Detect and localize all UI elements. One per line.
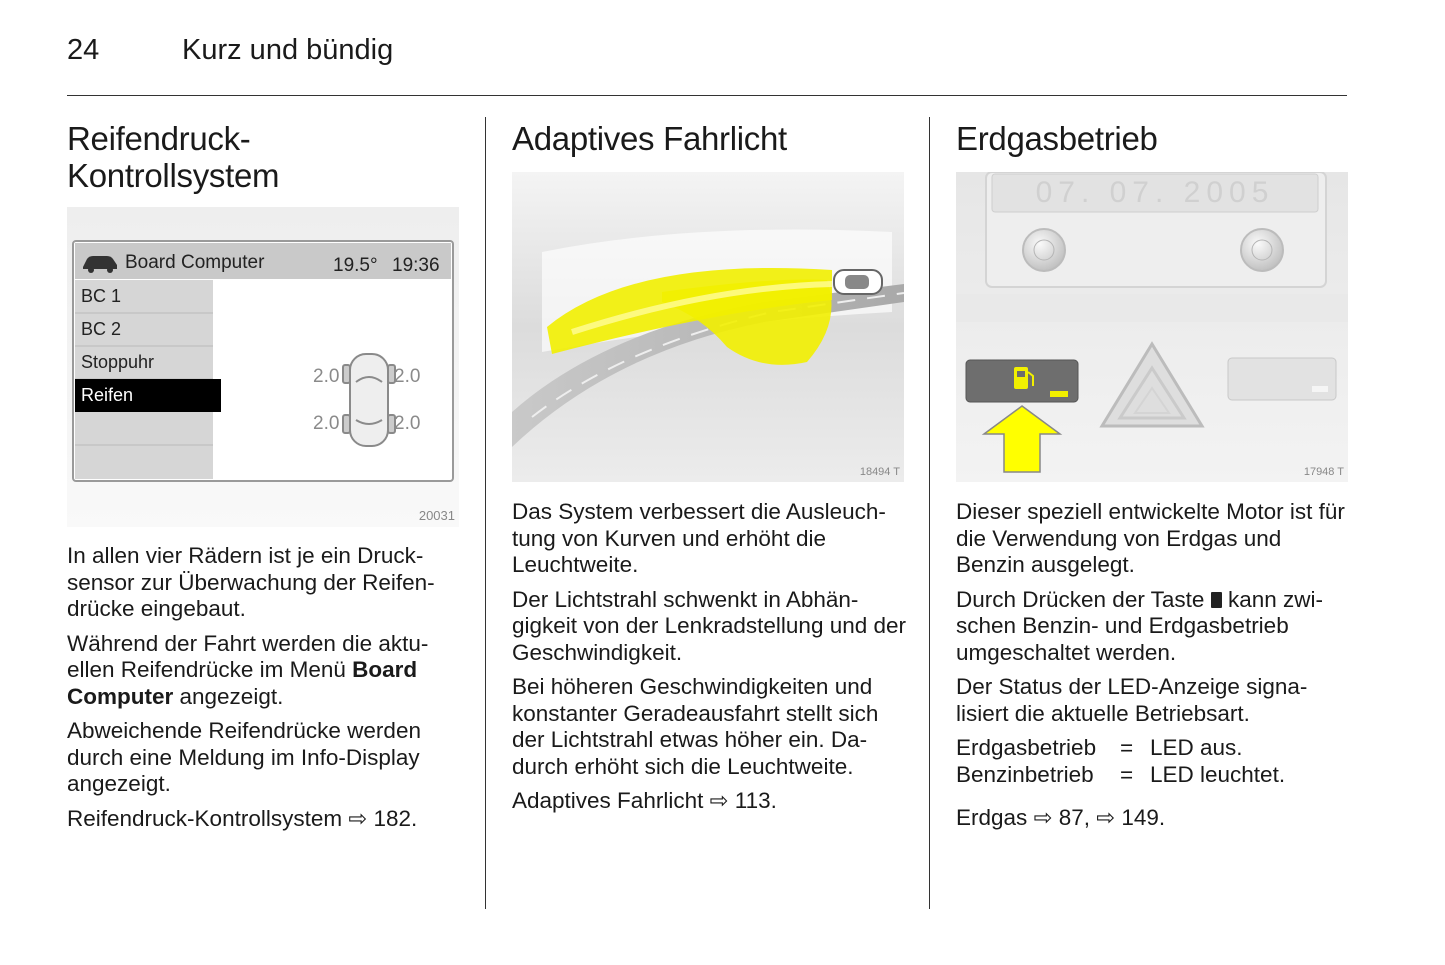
paragraph: Der Status der LED-Anzeige signa-lisiert die aktuelle Betriebsart. (956, 674, 1308, 726)
section-tire-pressure (67, 120, 467, 194)
column-divider (929, 117, 930, 909)
car-topview-icon (343, 354, 395, 446)
pressure-rear-left: 2.0 (313, 413, 340, 434)
radio-knob (1023, 229, 1065, 271)
cross-reference[interactable]: Adaptives Fahrlicht ⇨ 113. (512, 788, 777, 813)
paragraph: In allen vier Rädern ist je ein Druck-sensor zur Überwachung der Reifen-drücke eingebaut. (67, 543, 435, 621)
paragraph: Bei höheren Geschwindigkeiten und konstanter Geradeausfahrt stellt sich der Lichtstrahl etwas höher ein. Da-durch erhöht sich die Leuchtweite. (512, 674, 879, 779)
chapter-title: Kurz und bündig (182, 34, 394, 66)
tire-pressure-figure (67, 207, 459, 527)
car-icon (834, 270, 882, 294)
menu-item-tires: Reifen (81, 385, 134, 405)
tire-pressure-text (67, 543, 467, 840)
pressure-front-left: 2.0 (313, 366, 340, 387)
paragraph: Dieser speziell entwickelte Motor ist für die Verwendung von Erdgas und Benzin ausgelegt. (956, 499, 1345, 577)
reference-arrow-icon: ⇨ (709, 788, 729, 813)
section-natural-gas (956, 120, 1356, 157)
right-switch-button (1228, 358, 1336, 400)
cross-reference[interactable]: Reifendruck-Kontrollsystem ⇨ 182. (67, 805, 418, 831)
natural-gas-text (956, 499, 1356, 840)
image-code: 20031 (418, 508, 455, 523)
paragraph: Der Lichtstrahl schwenkt in Abhän-gigkeit von der Lenkradstellung und der Geschwindigkeit. (512, 586, 907, 665)
paragraph: Abweichende Reifendrücke werden durch eine Meldung im Info-Display angezeigt. (67, 718, 421, 796)
image-code: 18494 T (859, 466, 900, 478)
section-title: Erdgasbetrieb (956, 120, 1158, 157)
section-adaptive-light (512, 120, 912, 157)
table-row: Benzinbetrieb = LED leuchtet. (956, 761, 1286, 787)
header-rule (67, 95, 1347, 96)
led-indicator (1050, 391, 1068, 397)
column-divider (485, 117, 486, 909)
table-row: Erdgasbetrieb = LED aus. (956, 735, 1243, 760)
mode-table (956, 735, 1285, 788)
menu-item-bc2: BC 2 (81, 319, 122, 339)
reference-arrow-icon: ⇨ (1033, 805, 1053, 830)
pressure-rear-right: 2.0 (394, 413, 421, 434)
section-title: Reifendruck- Kontrollsystem (67, 120, 280, 194)
menu-item-stopwatch: Stoppuhr (81, 352, 155, 372)
paragraph: Durch Drücken der Taste kann zwi-schen Benzin- und Erdgasbetrieb umgeschaltet werden. (956, 586, 1323, 665)
natural-gas-figure (956, 172, 1348, 482)
display-title: Board Computer (125, 252, 265, 273)
adaptive-light-figure (512, 172, 904, 482)
reference-arrow-icon: ⇨ (1096, 805, 1116, 830)
pressure-front-right: 2.0 (394, 366, 421, 387)
cross-reference[interactable]: Erdgas ⇨ 87, ⇨ 149. (956, 805, 1166, 830)
adaptive-light-text (512, 499, 912, 823)
section-title: Adaptives Fahrlicht (512, 120, 787, 157)
lcd-date: 07. 07. 2005 (1035, 176, 1275, 209)
menu-item-bc1: BC 1 (81, 286, 122, 306)
page-number: 24 (67, 34, 100, 66)
paragraph: Das System verbessert die Ausleuch-tung von Kurven und erhöht die Leuchtweite. (512, 499, 886, 577)
radio-knob (1241, 229, 1283, 271)
paragraph: Während der Fahrt werden die aktu-ellen Reifendrücke im Menü Board Computer angezeigt. (67, 630, 429, 709)
image-code: 17948 T (1303, 466, 1344, 478)
reference-arrow-icon: ⇨ (348, 805, 368, 831)
display-time: 19:36 (392, 255, 440, 276)
fuel-pump-icon (1211, 592, 1222, 608)
display-temp: 19.5° (333, 255, 378, 276)
